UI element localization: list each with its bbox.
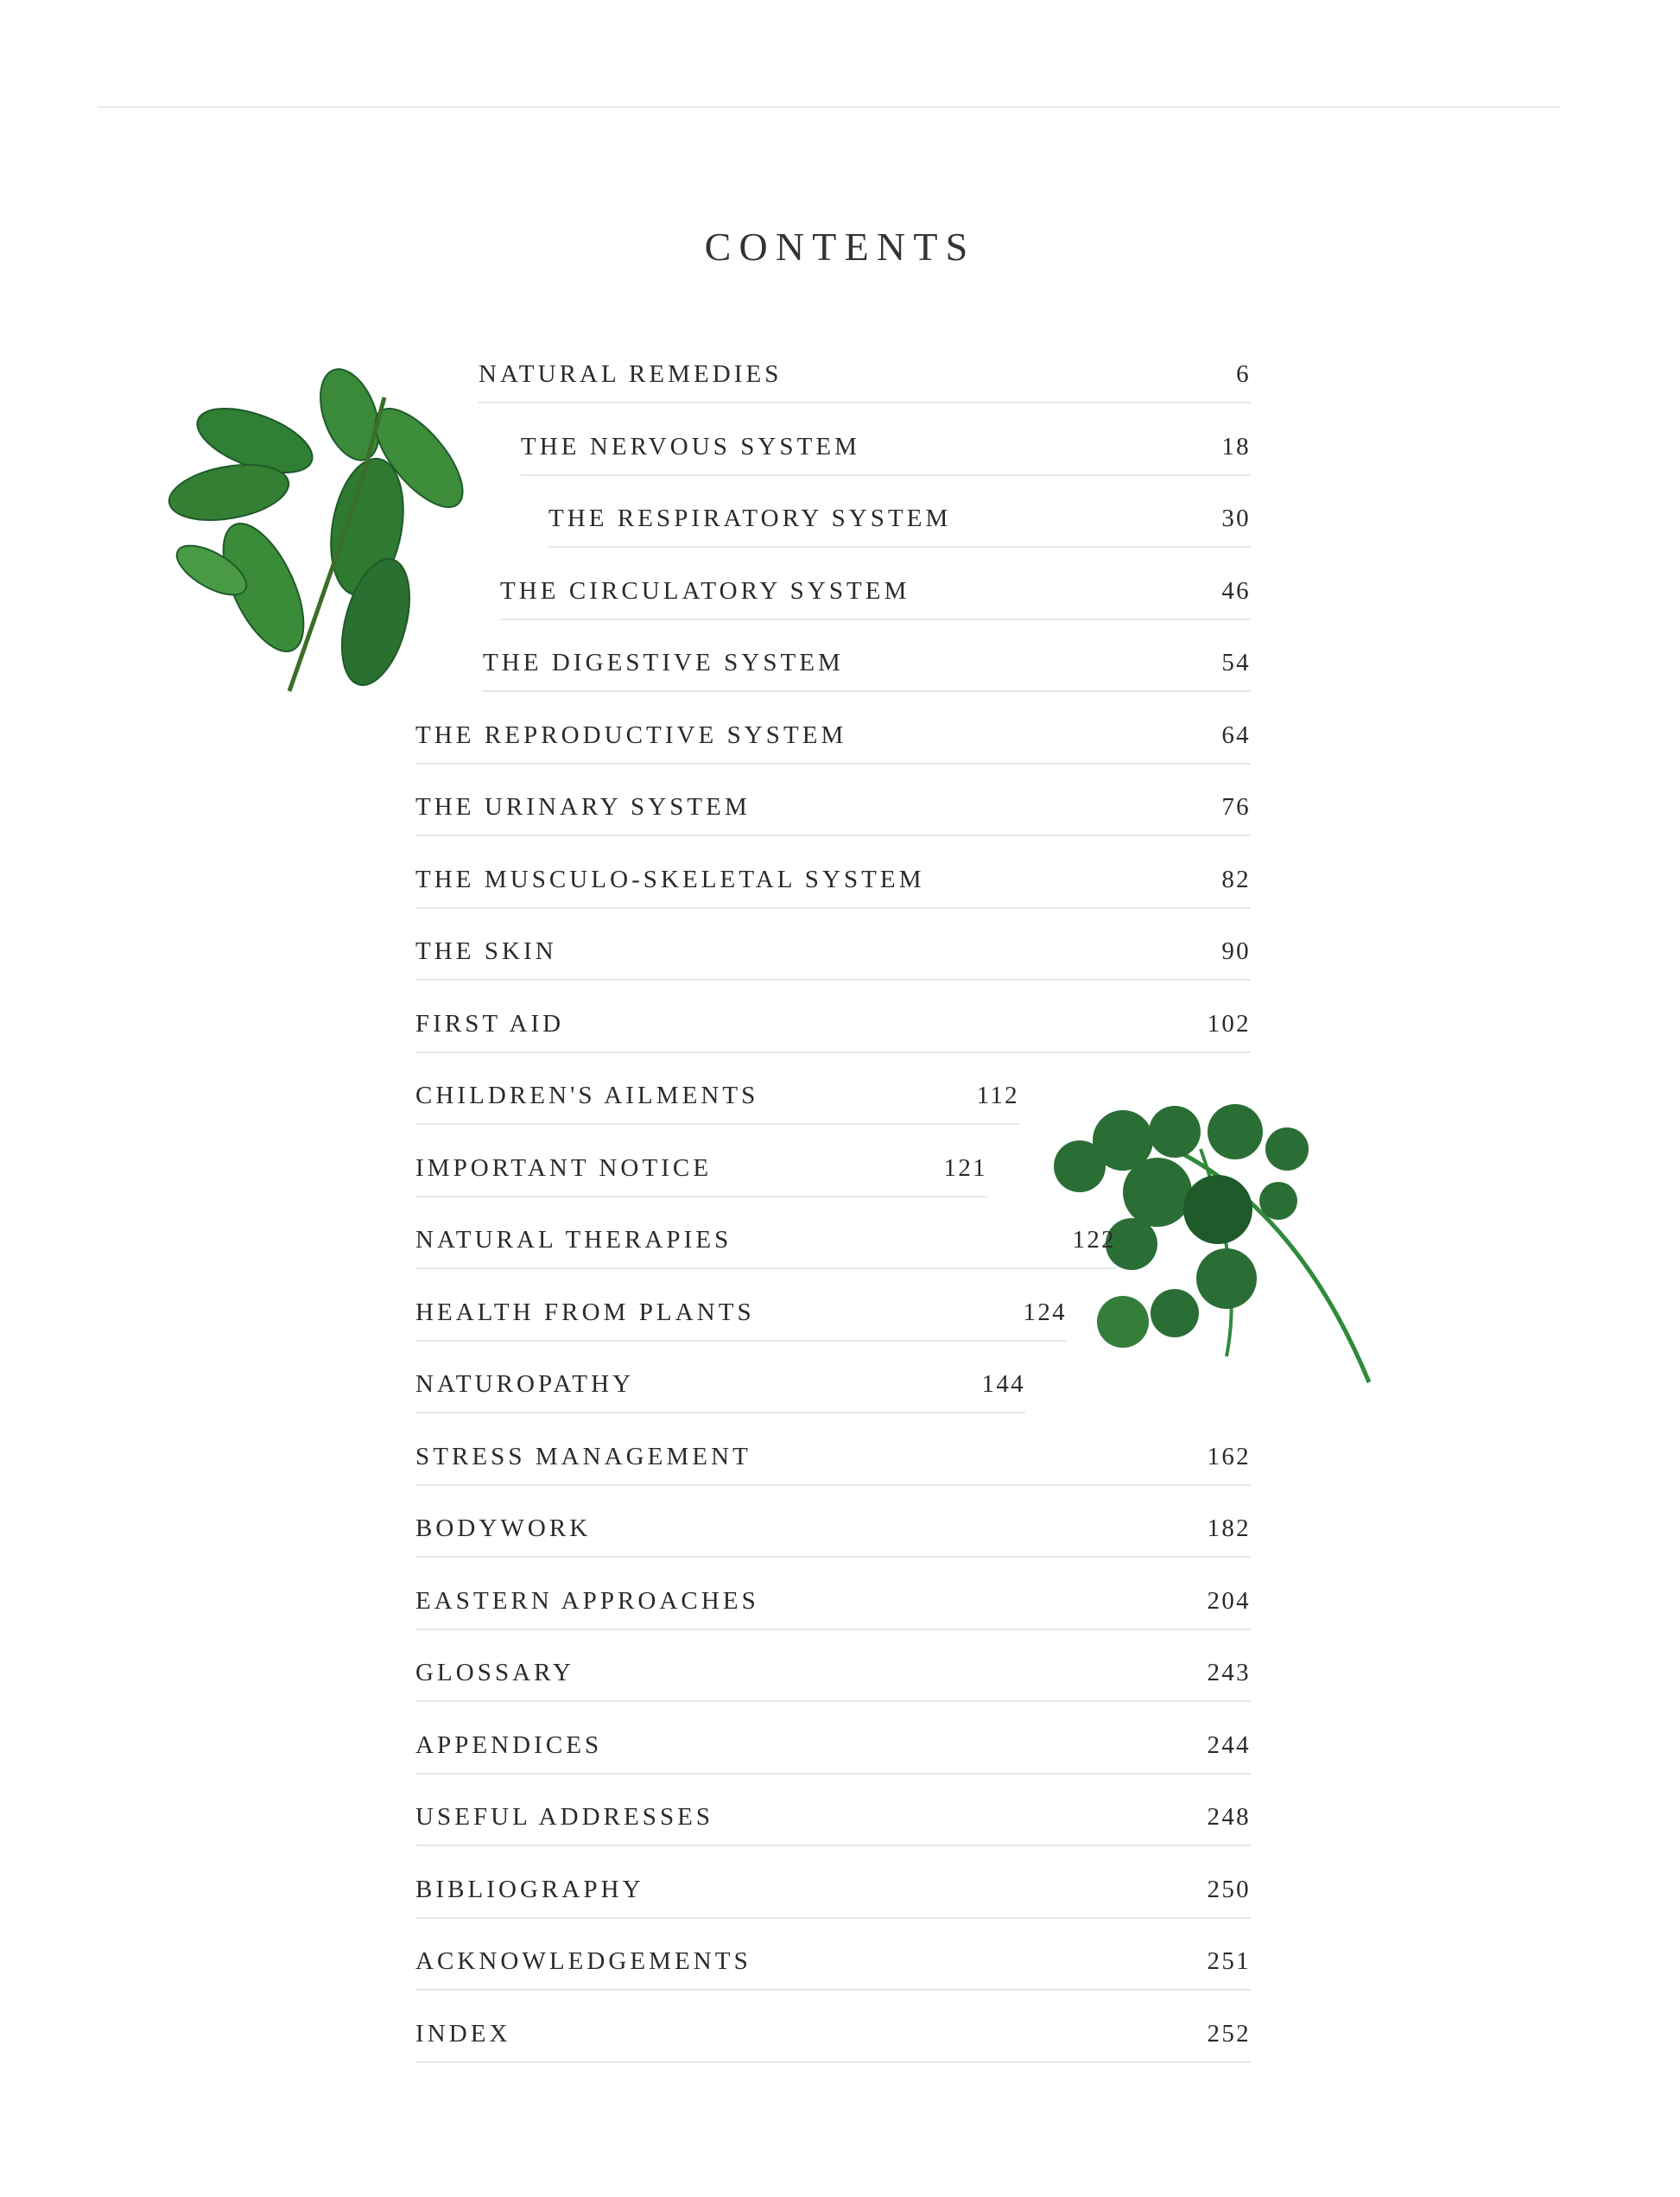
toc-entry-page: 76 xyxy=(1221,793,1251,821)
toc-entry-title: THE CIRCULATORY SYSTEM xyxy=(500,576,910,605)
toc-entry-title: THE SKIN xyxy=(415,937,557,965)
toc-entry-page: 54 xyxy=(1221,649,1251,676)
toc-entry-page: 18 xyxy=(1221,432,1251,460)
toc-entry[interactable] xyxy=(415,783,1251,836)
toc-entry-title: EASTERN APPROACHES xyxy=(415,1586,759,1615)
toc-entry-page: 244 xyxy=(1207,1730,1251,1759)
toc-entry-title: FIRST AID xyxy=(415,1009,565,1038)
toc-entry[interactable] xyxy=(521,422,1251,476)
toc-entry-page: 64 xyxy=(1221,721,1251,749)
toc-entry-page: 204 xyxy=(1207,1586,1251,1615)
toc-entry-page: 102 xyxy=(1207,1009,1251,1038)
toc-entry[interactable] xyxy=(415,927,1251,981)
toc-entry-page: 82 xyxy=(1221,865,1251,893)
toc-entry[interactable] xyxy=(415,711,1251,765)
toc-entry-page: 243 xyxy=(1207,1659,1251,1686)
toc-entry-page: 182 xyxy=(1207,1514,1251,1542)
toc-entry[interactable] xyxy=(415,1360,1025,1413)
toc-entry[interactable] xyxy=(415,1144,987,1197)
toc-entry-page: 121 xyxy=(943,1153,987,1182)
toc-entry-title: NATURAL REMEDIES xyxy=(479,360,783,388)
toc-entry-page: 162 xyxy=(1207,1442,1251,1470)
toc-entry-title: ACKNOWLEDGEMENTS xyxy=(415,1947,751,1975)
toc-entry-title: THE NERVOUS SYSTEM xyxy=(521,432,861,460)
toc-entry-page: 252 xyxy=(1207,2019,1251,2048)
toc-entry-page: 6 xyxy=(1236,360,1251,388)
toc-entry[interactable] xyxy=(500,567,1251,620)
toc-entry[interactable] xyxy=(415,1432,1251,1486)
toc-entry-page: 250 xyxy=(1207,1875,1251,1903)
toc-entry-title: CHILDREN'S AILMENTS xyxy=(415,1082,759,1109)
toc-entry[interactable] xyxy=(415,1793,1251,1846)
toc-entry-title: NATUROPATHY xyxy=(415,1370,635,1398)
toc-entry-title: BODYWORK xyxy=(415,1514,592,1542)
toc-entry-page: 112 xyxy=(976,1082,1019,1109)
toc-entry[interactable] xyxy=(415,1504,1251,1558)
toc-entry[interactable] xyxy=(415,1865,1251,1919)
toc-entry[interactable] xyxy=(415,1648,1251,1702)
toc-entry[interactable] xyxy=(415,1000,1251,1053)
toc-entry-title: GLOSSARY xyxy=(415,1659,574,1686)
toc-entry-title: THE URINARY SYSTEM xyxy=(415,793,751,821)
page-title: CONTENTS xyxy=(704,224,976,269)
toc-entry-page: 46 xyxy=(1221,576,1251,605)
toc-entry[interactable] xyxy=(415,1071,1019,1125)
toc-entry-page: 144 xyxy=(981,1370,1025,1398)
toc-entry[interactable] xyxy=(479,350,1251,403)
toc-entry-page: 124 xyxy=(1023,1298,1067,1326)
toc-entry-title: THE RESPIRATORY SYSTEM xyxy=(548,505,952,532)
toc-entry-page: 30 xyxy=(1221,505,1251,532)
toc-entry-page: 90 xyxy=(1221,937,1251,965)
toc-entry-title: NATURAL THERAPIES xyxy=(415,1226,732,1254)
toc-entry-title: USEFUL ADDRESSES xyxy=(415,1803,714,1831)
toc-entry-page: 248 xyxy=(1207,1803,1251,1831)
toc-entry[interactable] xyxy=(415,1216,1116,1269)
toc-entry-page: 122 xyxy=(1072,1226,1116,1254)
toc-entry[interactable] xyxy=(415,1288,1067,1342)
toc-entry[interactable] xyxy=(415,1937,1251,1991)
toc-entry[interactable] xyxy=(548,494,1251,548)
toc-entry[interactable] xyxy=(415,1577,1251,1630)
toc-entry-title: BIBLIOGRAPHY xyxy=(415,1875,644,1903)
toc-entry-title: HEALTH FROM PLANTS xyxy=(415,1298,755,1326)
toc-entry-title: THE DIGESTIVE SYSTEM xyxy=(483,649,844,676)
toc-entry[interactable] xyxy=(415,1721,1251,1775)
toc-entry[interactable] xyxy=(415,2010,1251,2063)
toc-entry-title: STRESS MANAGEMENT xyxy=(415,1442,751,1470)
toc-entry[interactable] xyxy=(483,638,1251,692)
toc-entry-title: THE MUSCULO-SKELETAL SYSTEM xyxy=(415,865,925,893)
top-rule xyxy=(98,106,1561,108)
toc-entry-title: INDEX xyxy=(415,2019,511,2048)
toc-entry-title: IMPORTANT NOTICE xyxy=(415,1153,713,1182)
toc-entry-title: THE REPRODUCTIVE SYSTEM xyxy=(415,721,847,749)
toc-entry-page: 251 xyxy=(1207,1947,1251,1975)
toc-entry-title: APPENDICES xyxy=(415,1730,603,1759)
toc-entry[interactable] xyxy=(415,855,1251,909)
